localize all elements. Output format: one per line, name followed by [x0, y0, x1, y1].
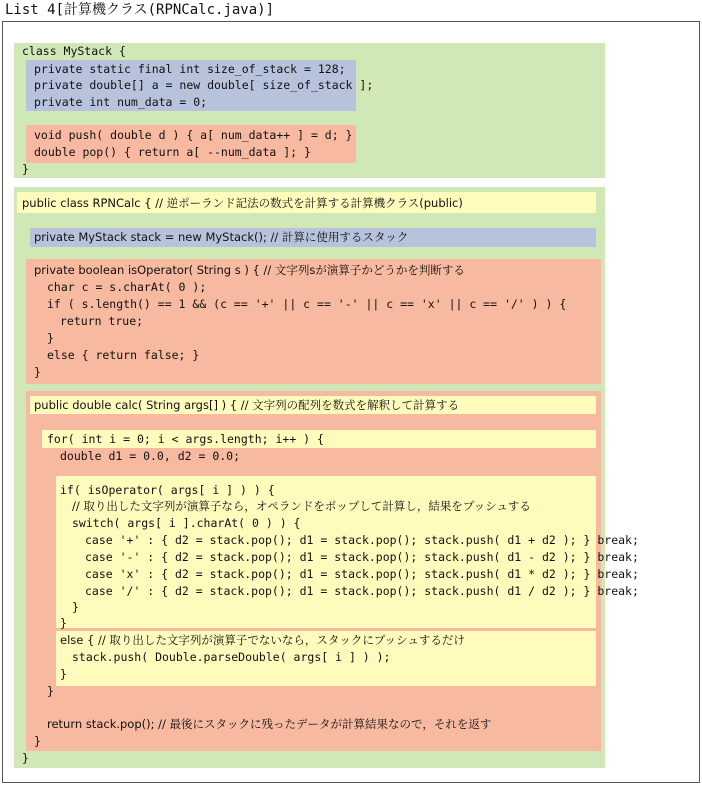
code-line: case 'x' : { d2 = stack.pop(); d1 = stack.pop(); stack.push( d1 * d2 ); } break; [85, 567, 639, 581]
code-line: switch( args[ i ].charAt( 0 ) ) { [72, 516, 301, 530]
code-line: private double[] a = new double[ size_of_stack ]; [34, 78, 374, 92]
code-line: if( isOperator( args[ i ] ) ) { [60, 483, 275, 497]
code-line: public double calc( String args[] ) { // 文字列の配列を数式を解釈して計算する [34, 398, 460, 412]
listing-title: List 4[計算機クラス(RPNCalc.java)] [5, 2, 275, 18]
code-line: } [22, 751, 29, 765]
code-line: return stack.pop(); // 最後にスタックに残ったデータが計算結果なので，それを返す [47, 717, 492, 731]
code-line: private int num_data = 0; [34, 95, 208, 109]
code-line: } [34, 365, 41, 379]
code-line: for( int i = 0; i < args.length; i++ ) { [47, 432, 324, 446]
code-line: public class RPNCalc { // 逆ポーランド記法の数式を計算する計算機クラス(public) [22, 196, 463, 210]
code-line: private boolean isOperator( String s ) { // 文字列sが演算子かどうかを判断する [34, 263, 465, 277]
code-line: } [47, 684, 54, 698]
code-line: } [60, 616, 67, 630]
code-line: } [72, 600, 79, 614]
code-line: } [34, 734, 41, 748]
code-line: case '/' : { d2 = stack.pop(); d1 = stack.pop(); stack.push( d1 / d2 ); } break; [85, 584, 639, 598]
code-line: else { return false; } [47, 348, 200, 362]
code-line: case '+' : { d2 = stack.pop(); d1 = stack.pop(); stack.push( d1 + d2 ); } break; [85, 533, 639, 547]
code-line: } [47, 331, 54, 345]
code-line: // 取り出した文字列が演算子なら，オペランドをポップして計算し，結果をプッシュする [72, 499, 531, 513]
code-line: char c = s.charAt( 0 ); [47, 280, 207, 294]
code-line: } [22, 162, 29, 176]
code-line: double d1 = 0.0, d2 = 0.0; [60, 449, 241, 463]
code-line: } [60, 667, 67, 681]
code-line: private static final int size_of_stack = 128; [34, 62, 346, 76]
code-line: double pop() { return a[ --num_data ]; } [34, 145, 311, 159]
code-line: else { // 取り出した文字列が演算子でないなら，スタックにプッシュするだけ [60, 633, 465, 647]
code-line: private MyStack stack = new MyStack(); // 計算に使用するスタック [34, 230, 409, 244]
code-line: void push( double d ) { a[ num_data++ ] = d; } [34, 128, 353, 142]
code-line: stack.push( Double.parseDouble( args[ i ] ) ); [72, 650, 391, 664]
code-line: if ( s.length() == 1 && (c == '+' || c == '-' || c == 'x' || c == '/' ) ) { [47, 297, 567, 311]
code-line: class MyStack { [22, 44, 126, 58]
code-line: case '-' : { d2 = stack.pop(); d1 = stack.pop(); stack.push( d1 - d2 ); } break; [85, 550, 639, 564]
code-line: return true; [60, 314, 144, 328]
